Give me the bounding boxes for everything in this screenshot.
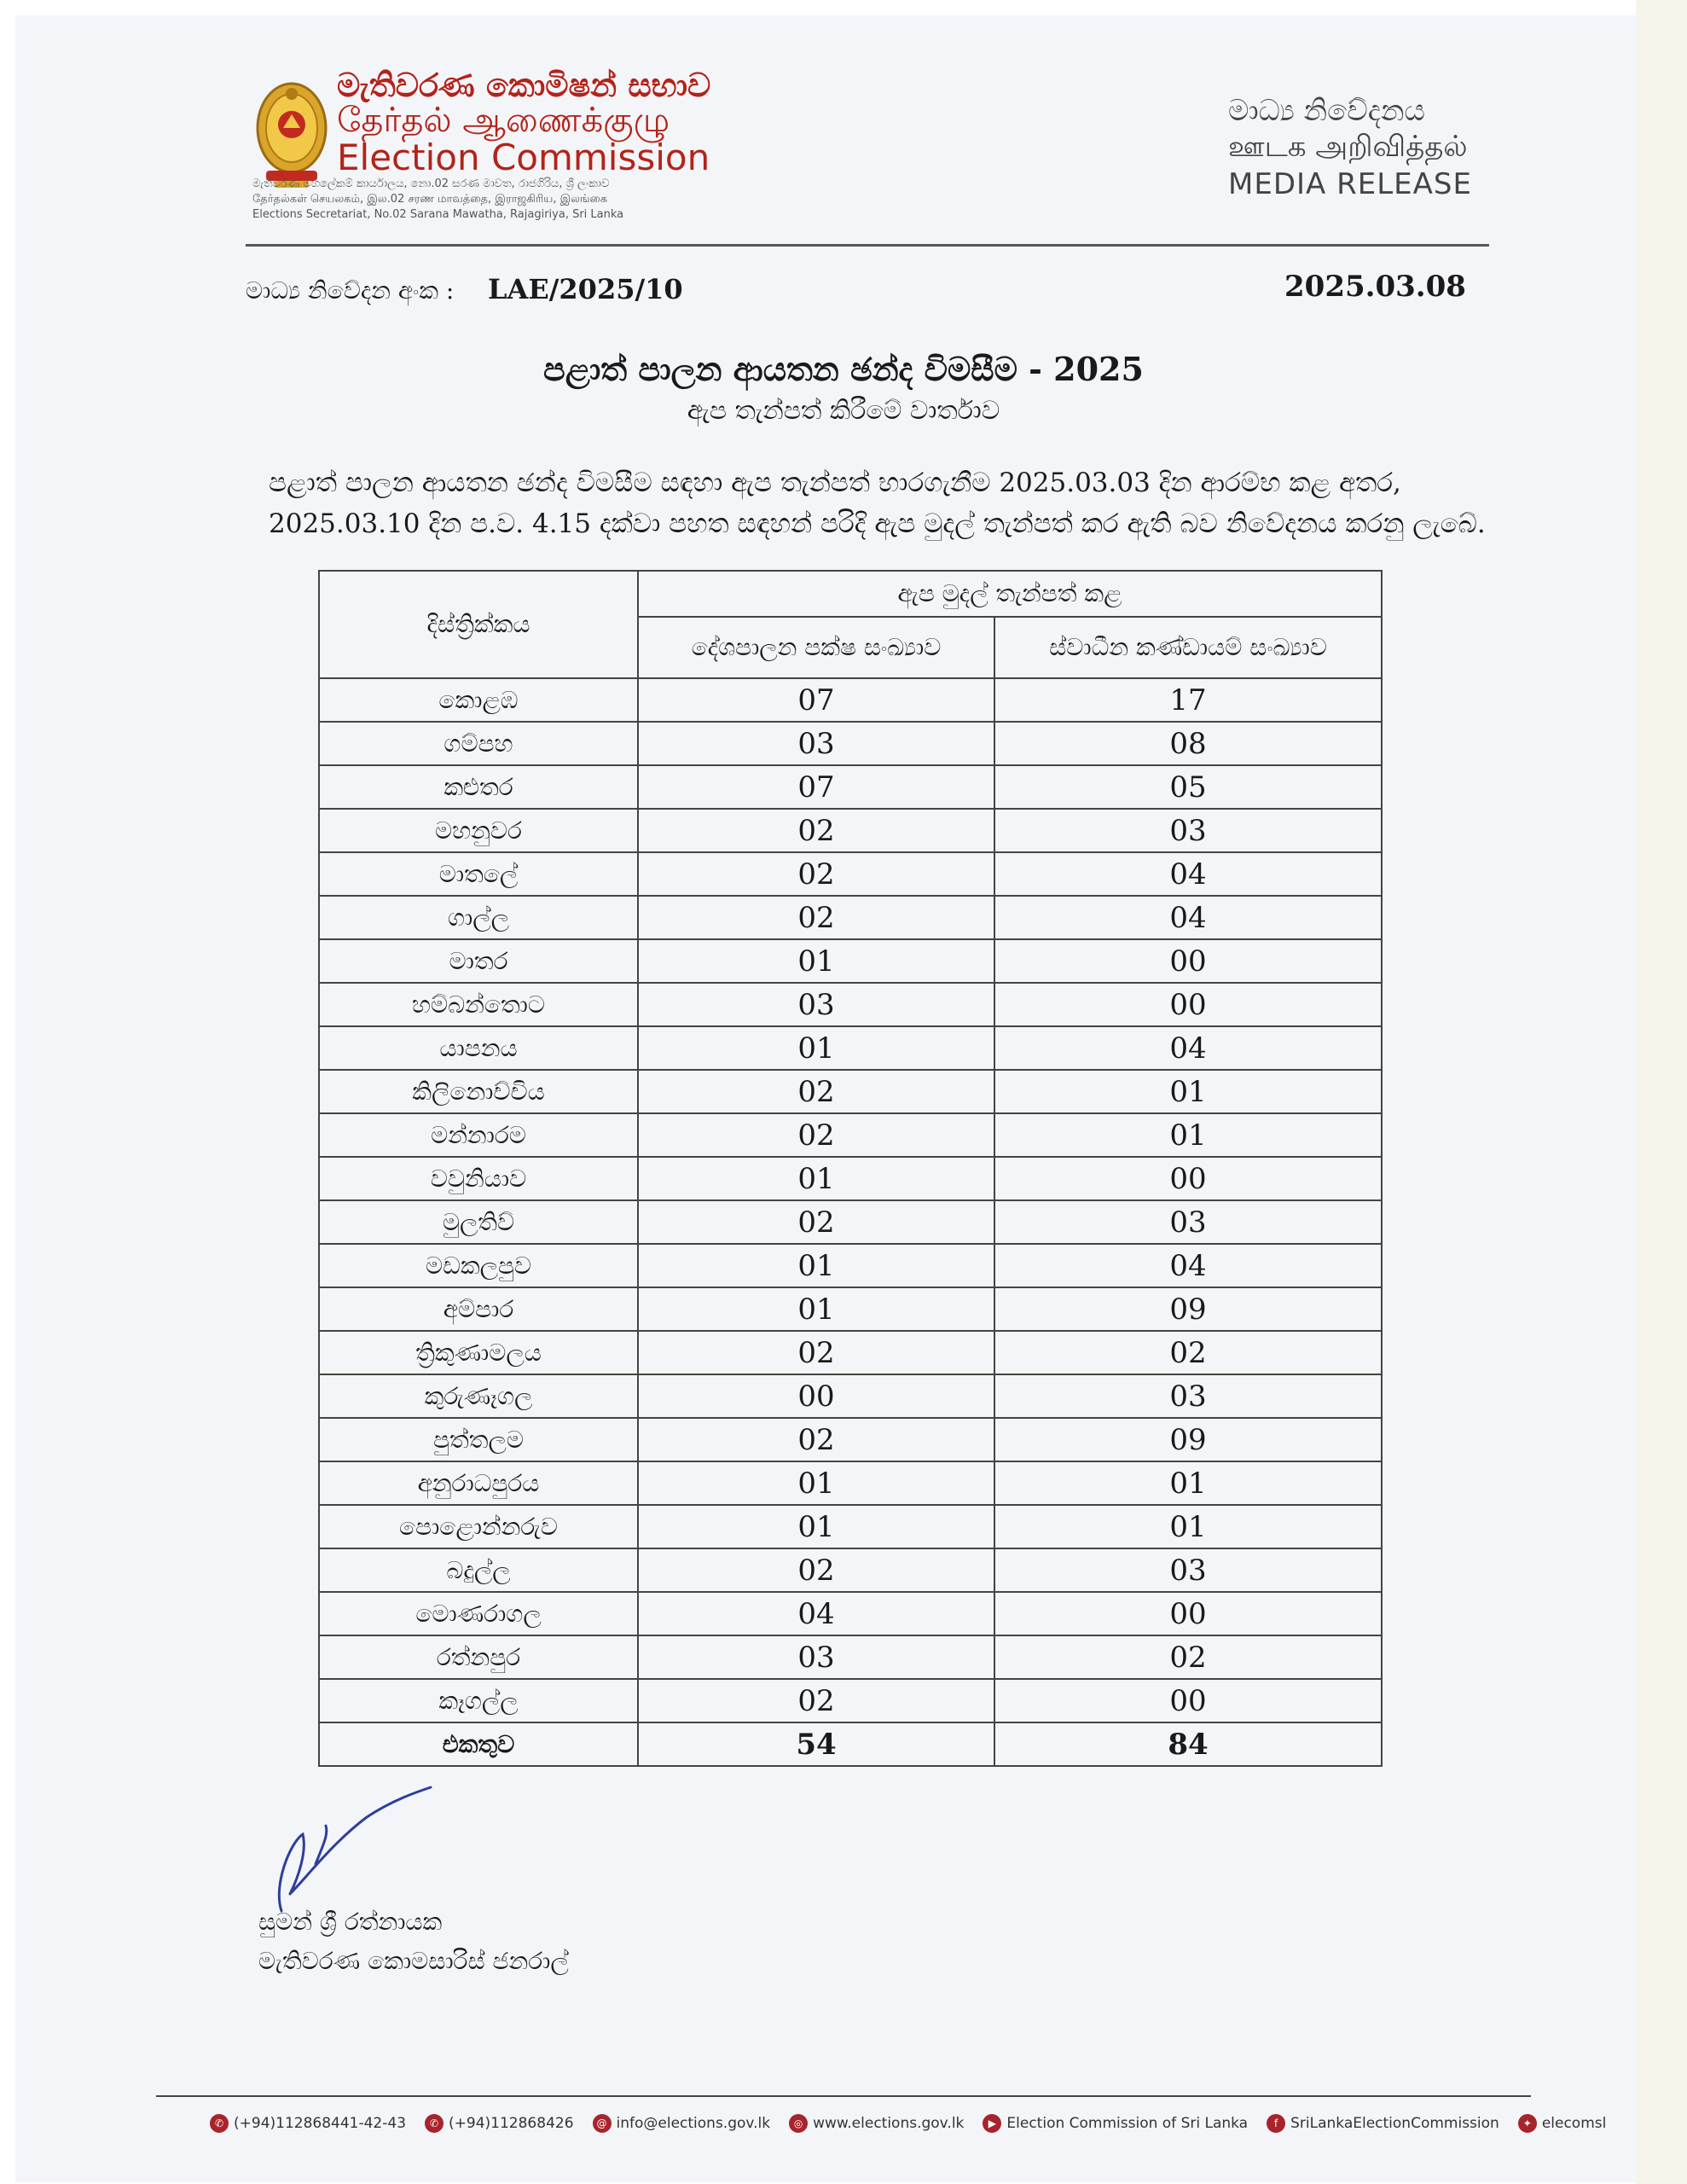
independent-count-cell: 01 — [994, 1505, 1382, 1548]
independent-count-cell: 04 — [994, 1244, 1382, 1287]
party-count-cell: 02 — [638, 1679, 994, 1722]
media-release-sinhala: මාධ්‍ය නිවේදනය — [1228, 94, 1425, 128]
party-count-cell: 02 — [638, 852, 994, 896]
phone-icon: ✆ — [210, 2114, 229, 2133]
table-row — [319, 1026, 1382, 1070]
header-divider — [246, 244, 1489, 247]
district-cell: පොළොන්නරුව — [319, 1505, 638, 1548]
org-name-english: Election Commission — [337, 136, 710, 178]
district-cell: වවුනියාව — [319, 1157, 638, 1200]
globe-icon: ◎ — [789, 2114, 808, 2133]
media-release-tamil: ஊடக அறிவித்தல் — [1228, 130, 1468, 164]
table-row — [319, 1679, 1382, 1722]
district-cell: කුරුණෑගල — [319, 1374, 638, 1418]
independent-count-cell: 00 — [994, 1679, 1382, 1722]
contact-footer — [210, 2111, 1607, 2136]
district-cell: ගාල්ල — [319, 896, 638, 939]
district-cell: කළුතර — [319, 765, 638, 809]
intro-paragraph-line-1: පළාත් පාලන ආයතන ඡන්ද විමසීම සඳහා ඇප තැන්පත් භාරගැනීම 2025.03.03 දින ආරම්භ කළ අතර, — [269, 468, 1401, 498]
table-row — [319, 852, 1382, 896]
table-row — [319, 1505, 1382, 1548]
party-count-cell: 03 — [638, 983, 994, 1026]
party-count-cell: 02 — [638, 1200, 994, 1244]
table-row — [319, 1287, 1382, 1331]
party-count-cell: 04 — [638, 1592, 994, 1635]
party-count-header: දේශපාලන පක්ෂ සංඛ්‍යාව — [638, 617, 994, 678]
table-row — [319, 722, 1382, 765]
reference-label: මාධ්‍ය නිවේදන අංක : — [246, 276, 455, 305]
independent-count-cell: 00 — [994, 1592, 1382, 1635]
org-name-sinhala: මැතිවරණ කොමිෂන් සභාව — [337, 67, 711, 104]
footer-email[interactable]: @ info@elections.gov.lk — [593, 2114, 771, 2133]
independent-count-cell: 00 — [994, 983, 1382, 1026]
independent-count-header: ස්වාධීන කණ්ඩායම් සංඛ්‍යාව — [994, 617, 1382, 678]
table-row — [319, 1374, 1382, 1418]
district-cell: මුලතිව් — [319, 1200, 638, 1244]
district-cell: මහනුවර — [319, 809, 638, 852]
table-row — [319, 939, 1382, 983]
district-cell: කෑගල්ල — [319, 1679, 638, 1722]
district-cell: අනුරාධපුරය — [319, 1461, 638, 1505]
party-count-cell: 07 — [638, 678, 994, 722]
signature-image — [256, 1783, 452, 1928]
party-count-cell: 02 — [638, 1548, 994, 1592]
independent-count-cell: 17 — [994, 678, 1382, 722]
independent-count-cell: 03 — [994, 1374, 1382, 1418]
district-cell: මාතලේ — [319, 852, 638, 896]
independent-count-cell: 04 — [994, 852, 1382, 896]
address-tamil: தேர்தல்கள் செயலகம், இல.02 சரண மாவத்தை, இராஜகிரிய, இலங்கை — [252, 193, 608, 206]
district-cell: මාතර — [319, 939, 638, 983]
reference-number: LAE/2025/10 — [488, 273, 683, 305]
independent-count-cell: 02 — [994, 1635, 1382, 1679]
district-cell: මොණරාගල — [319, 1592, 638, 1635]
district-cell: කොළඹ — [319, 678, 638, 722]
total-parties: 54 — [638, 1722, 994, 1766]
deposit-table — [318, 570, 1383, 1767]
footer-facebook[interactable]: f SriLankaElectionCommission — [1267, 2114, 1499, 2133]
footer-twitter[interactable]: ✦ elecomsl — [1518, 2114, 1607, 2133]
table-row — [319, 1461, 1382, 1505]
party-count-cell: 07 — [638, 765, 994, 809]
district-cell: පුත්තලම — [319, 1418, 638, 1461]
independent-count-cell: 09 — [994, 1418, 1382, 1461]
independent-count-cell: 03 — [994, 809, 1382, 852]
fax-icon: ✆ — [425, 2114, 443, 2133]
party-count-cell: 00 — [638, 1374, 994, 1418]
party-count-cell: 02 — [638, 1113, 994, 1157]
intro-paragraph-line-2: 2025.03.10 දින ප.ව. 4.15 දක්වා පහත සඳහන් පරිදි ඇප මුදල් තැන්පත් කර ඇති බව නිවේදනය කරනු ලැබේ. — [269, 508, 1486, 539]
table-row — [319, 1418, 1382, 1461]
party-count-cell: 01 — [638, 939, 994, 983]
deposits-group-header: ඇප මුදල් තැන්පත් කළ — [638, 571, 1382, 617]
footer-phone[interactable]: ✆ (+94)112868441-42-43 — [210, 2114, 406, 2133]
independent-count-cell: 00 — [994, 939, 1382, 983]
independent-count-cell: 02 — [994, 1331, 1382, 1374]
party-count-cell: 01 — [638, 1461, 994, 1505]
district-cell: කිලිනොච්චිය — [319, 1070, 638, 1113]
party-count-cell: 01 — [638, 1026, 994, 1070]
total-row — [319, 1722, 1382, 1766]
table-row — [319, 809, 1382, 852]
org-name-tamil: தேர்தல் ஆணைக்குழு — [337, 101, 670, 140]
footer-divider — [156, 2095, 1531, 2097]
table-row — [319, 1113, 1382, 1157]
independent-count-cell: 03 — [994, 1200, 1382, 1244]
independent-count-cell: 09 — [994, 1287, 1382, 1331]
release-date: 2025.03.08 — [1284, 270, 1466, 304]
table-row — [319, 1157, 1382, 1200]
footer-youtube[interactable]: ▶ Election Commission of Sri Lanka — [983, 2114, 1248, 2133]
table-row — [319, 1200, 1382, 1244]
party-count-cell: 01 — [638, 1157, 994, 1200]
independent-count-cell: 04 — [994, 896, 1382, 939]
party-count-cell: 03 — [638, 1635, 994, 1679]
table-row — [319, 1331, 1382, 1374]
independent-count-cell: 01 — [994, 1113, 1382, 1157]
table-row — [319, 1548, 1382, 1592]
district-cell: යාපනය — [319, 1026, 638, 1070]
district-cell: මඩකලපුව — [319, 1244, 638, 1287]
party-count-cell: 02 — [638, 1418, 994, 1461]
independent-count-cell: 03 — [994, 1548, 1382, 1592]
table-row — [319, 678, 1382, 722]
signatory-title: මැතිවරණ කොමසාරිස් ජනරාල් — [258, 1947, 569, 1975]
facebook-icon: f — [1267, 2114, 1285, 2133]
party-count-cell: 02 — [638, 1331, 994, 1374]
district-cell: අම්පාර — [319, 1287, 638, 1331]
table-row — [319, 983, 1382, 1026]
media-release-english: MEDIA RELEASE — [1228, 167, 1472, 201]
total-independent: 84 — [994, 1722, 1382, 1766]
party-count-cell: 03 — [638, 722, 994, 765]
table-row — [319, 765, 1382, 809]
district-cell: බදුල්ල — [319, 1548, 638, 1592]
district-cell: මන්නාරම — [319, 1113, 638, 1157]
independent-count-cell: 01 — [994, 1070, 1382, 1113]
table-row — [319, 1592, 1382, 1635]
independent-count-cell: 01 — [994, 1461, 1382, 1505]
twitter-icon: ✦ — [1518, 2114, 1537, 2133]
party-count-cell: 01 — [638, 1287, 994, 1331]
total-label: එකතුව — [319, 1722, 638, 1766]
table-row — [319, 896, 1382, 939]
address-sinhala: මැතිවරණ මහලේකම් කාර්යාලය, නො.02 සරණ මාවත, රාජගිරිය, ශ්‍රී ලංකාව — [252, 177, 610, 190]
district-cell: ත්‍රිකුණාමලය — [319, 1331, 638, 1374]
party-count-cell: 01 — [638, 1505, 994, 1548]
independent-count-cell: 05 — [994, 765, 1382, 809]
document-subtitle: ඇප තැන්පත් කිරීමේ වාර්තාව — [687, 396, 1000, 426]
address-english: Elections Secretariat, No.02 Sarana Mawatha, Rajagiriya, Sri Lanka — [252, 208, 624, 221]
party-count-cell: 02 — [638, 896, 994, 939]
footer-fax[interactable]: ✆ (+94)112868426 — [425, 2114, 573, 2133]
independent-count-cell: 04 — [994, 1026, 1382, 1070]
independent-count-cell: 08 — [994, 722, 1382, 765]
district-cell: ගම්පහ — [319, 722, 638, 765]
table-row — [319, 1244, 1382, 1287]
independent-count-cell: 00 — [994, 1157, 1382, 1200]
district-header: දිස්ත්‍රික්කය — [319, 571, 638, 678]
youtube-icon: ▶ — [983, 2114, 1001, 2133]
party-count-cell: 02 — [638, 809, 994, 852]
district-cell: රත්නපුර — [319, 1635, 638, 1679]
footer-website[interactable]: ◎ www.elections.gov.lk — [789, 2114, 964, 2133]
signatory-name: සුමන් ශ්‍රී රත්නායක — [258, 1908, 443, 1936]
scan-edge — [1636, 0, 1687, 2184]
party-count-cell: 01 — [638, 1244, 994, 1287]
district-cell: හම්බන්තොට — [319, 983, 638, 1026]
email-icon: @ — [593, 2114, 612, 2133]
table-row — [319, 1635, 1382, 1679]
table-row — [319, 1070, 1382, 1113]
table-body — [319, 678, 1382, 1722]
party-count-cell: 02 — [638, 1070, 994, 1113]
document-title: පළාත් පාලන ආයතන ඡන්ද විමසීම - 2025 — [543, 350, 1144, 388]
